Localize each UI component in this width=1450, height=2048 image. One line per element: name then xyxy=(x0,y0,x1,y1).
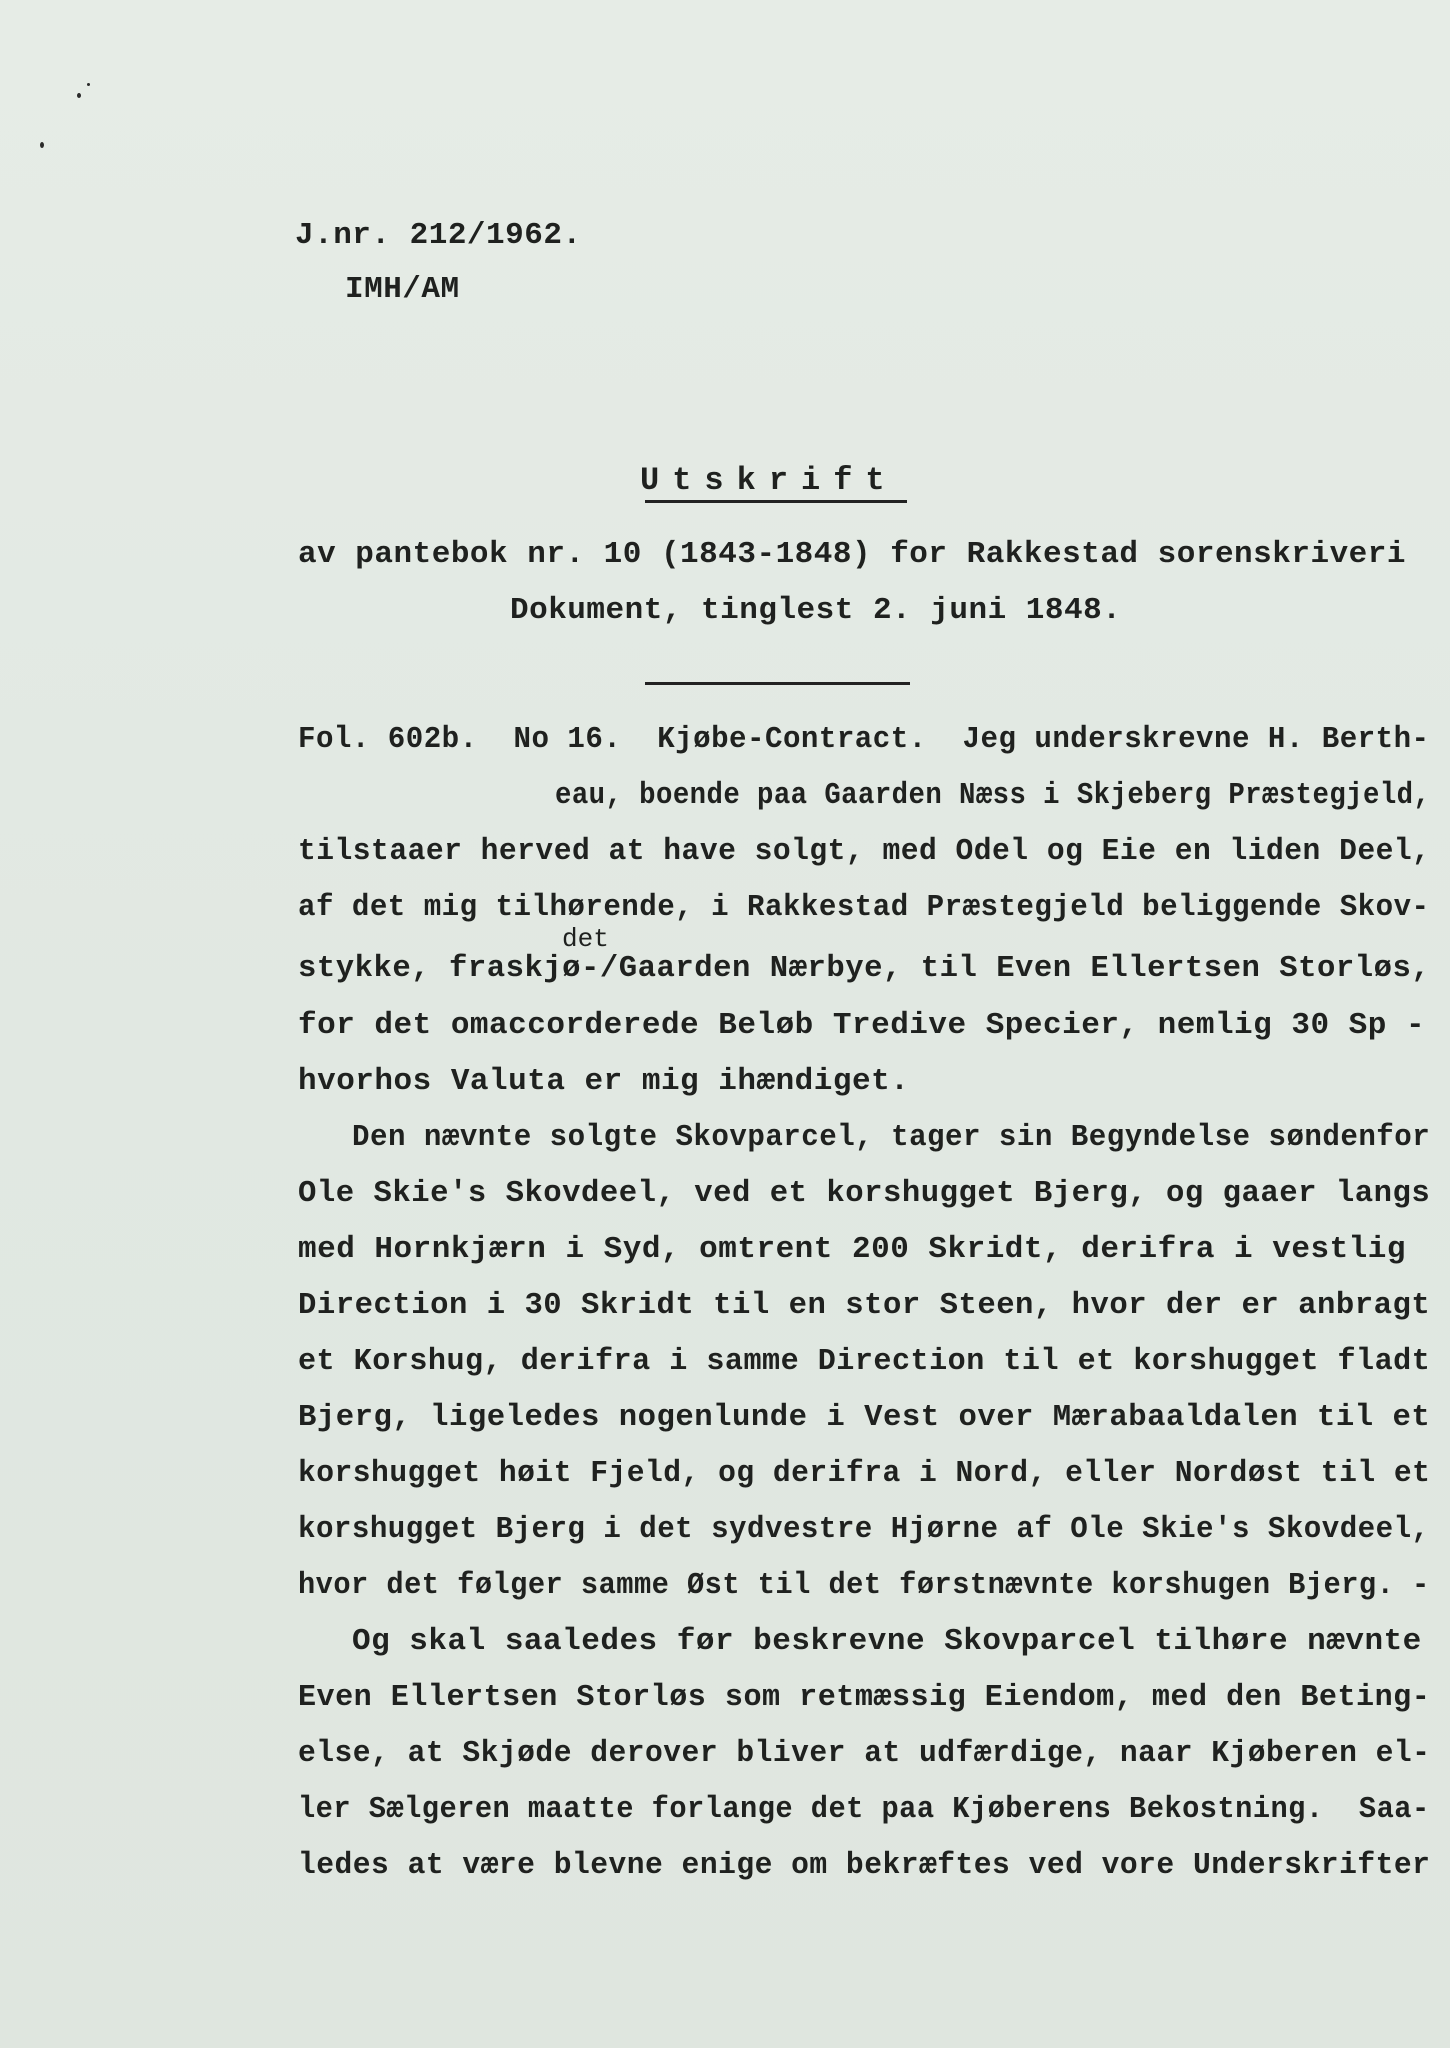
body-line: stykke, fraskjø-/Gaarden Nærbye, til Even Ellertsen Storløs, xyxy=(298,951,1431,986)
paper-speck xyxy=(40,142,44,148)
body-line: Direction i 30 Skridt til en stor Steen, hvor der er anbragt xyxy=(298,1288,1431,1323)
body-line: Fol. 602b. No 16. Kjøbe-Contract. Jeg underskrevne H. Berth- xyxy=(298,722,1430,757)
body-line: hvor det følger samme Øst til det førstnævnte korshugen Bjerg. - xyxy=(298,1568,1430,1603)
body-line: med Hornkjærn i Syd, omtrent 200 Skridt, derifra i vestlig xyxy=(298,1232,1406,1267)
body-line: eau, boende paa Gaarden Næss i Skjeberg Præstegjeld, xyxy=(555,778,1431,813)
body-line: af det mig tilhørende, i Rakkestad Præstegjeld beliggende Skov- xyxy=(298,890,1430,925)
title-underline xyxy=(645,500,907,503)
body-line: korshugget Bjerg i det sydvestre Hjørne af Ole Skie's Skovdeel, xyxy=(298,1512,1430,1547)
body-line: ler Sælgeren maatte forlange det paa Kjøberens Bekostning. Saa- xyxy=(298,1792,1430,1827)
separator-rule xyxy=(645,682,910,685)
interlinear-insertion: det xyxy=(562,924,609,954)
body-line: Bjerg, ligeledes nogenlunde i Vest over Mærabaaldalen til et xyxy=(298,1400,1431,1435)
journal-number: J.nr. 212/1962. xyxy=(295,218,582,253)
body-line: Ole Skie's Skovdeel, ved et korshugget Bjerg, og gaaer langs xyxy=(298,1176,1431,1211)
body-line: tilstaaer herved at have solgt, med Odel og Eie en liden Deel, xyxy=(298,834,1431,869)
initials: IMH/AM xyxy=(345,272,460,307)
body-line: korshugget høit Fjeld, og derifra i Nord, eller Nordøst til et xyxy=(298,1456,1431,1491)
body-line: hvorhos Valuta er mig ihændiget. xyxy=(298,1064,910,1099)
body-line: et Korshug, derifra i samme Direction til et korshugget fladt xyxy=(298,1344,1431,1379)
body-line: Den nævnte solgte Skovparcel, tager sin Begyndelse søndenfor xyxy=(352,1120,1431,1155)
paper-speck xyxy=(77,93,81,98)
body-line: for det omaccorderede Beløb Tredive Specier, nemlig 30 Sp - xyxy=(298,1008,1426,1043)
body-line: else, at Skjøde derover bliver at udfærdige, naar Kjøberen el- xyxy=(298,1736,1431,1771)
body-line: Og skal saaledes før beskrevne Skovparcel tilhøre nævnte xyxy=(352,1624,1422,1659)
document-title: Utskrift xyxy=(640,462,898,499)
paper-speck xyxy=(87,83,90,86)
subtitle-line-2: Dokument, tinglest 2. juni 1848. xyxy=(510,593,1122,628)
body-line: Even Ellertsen Storløs som retmæssig Eiendom, med den Beting- xyxy=(298,1680,1431,1715)
subtitle-line-1: av pantebok nr. 10 (1843-1848) for Rakkestad sorenskriveri xyxy=(298,537,1406,572)
body-line: ledes at være blevne enige om bekræftes ved vore Underskrifter xyxy=(298,1848,1431,1883)
